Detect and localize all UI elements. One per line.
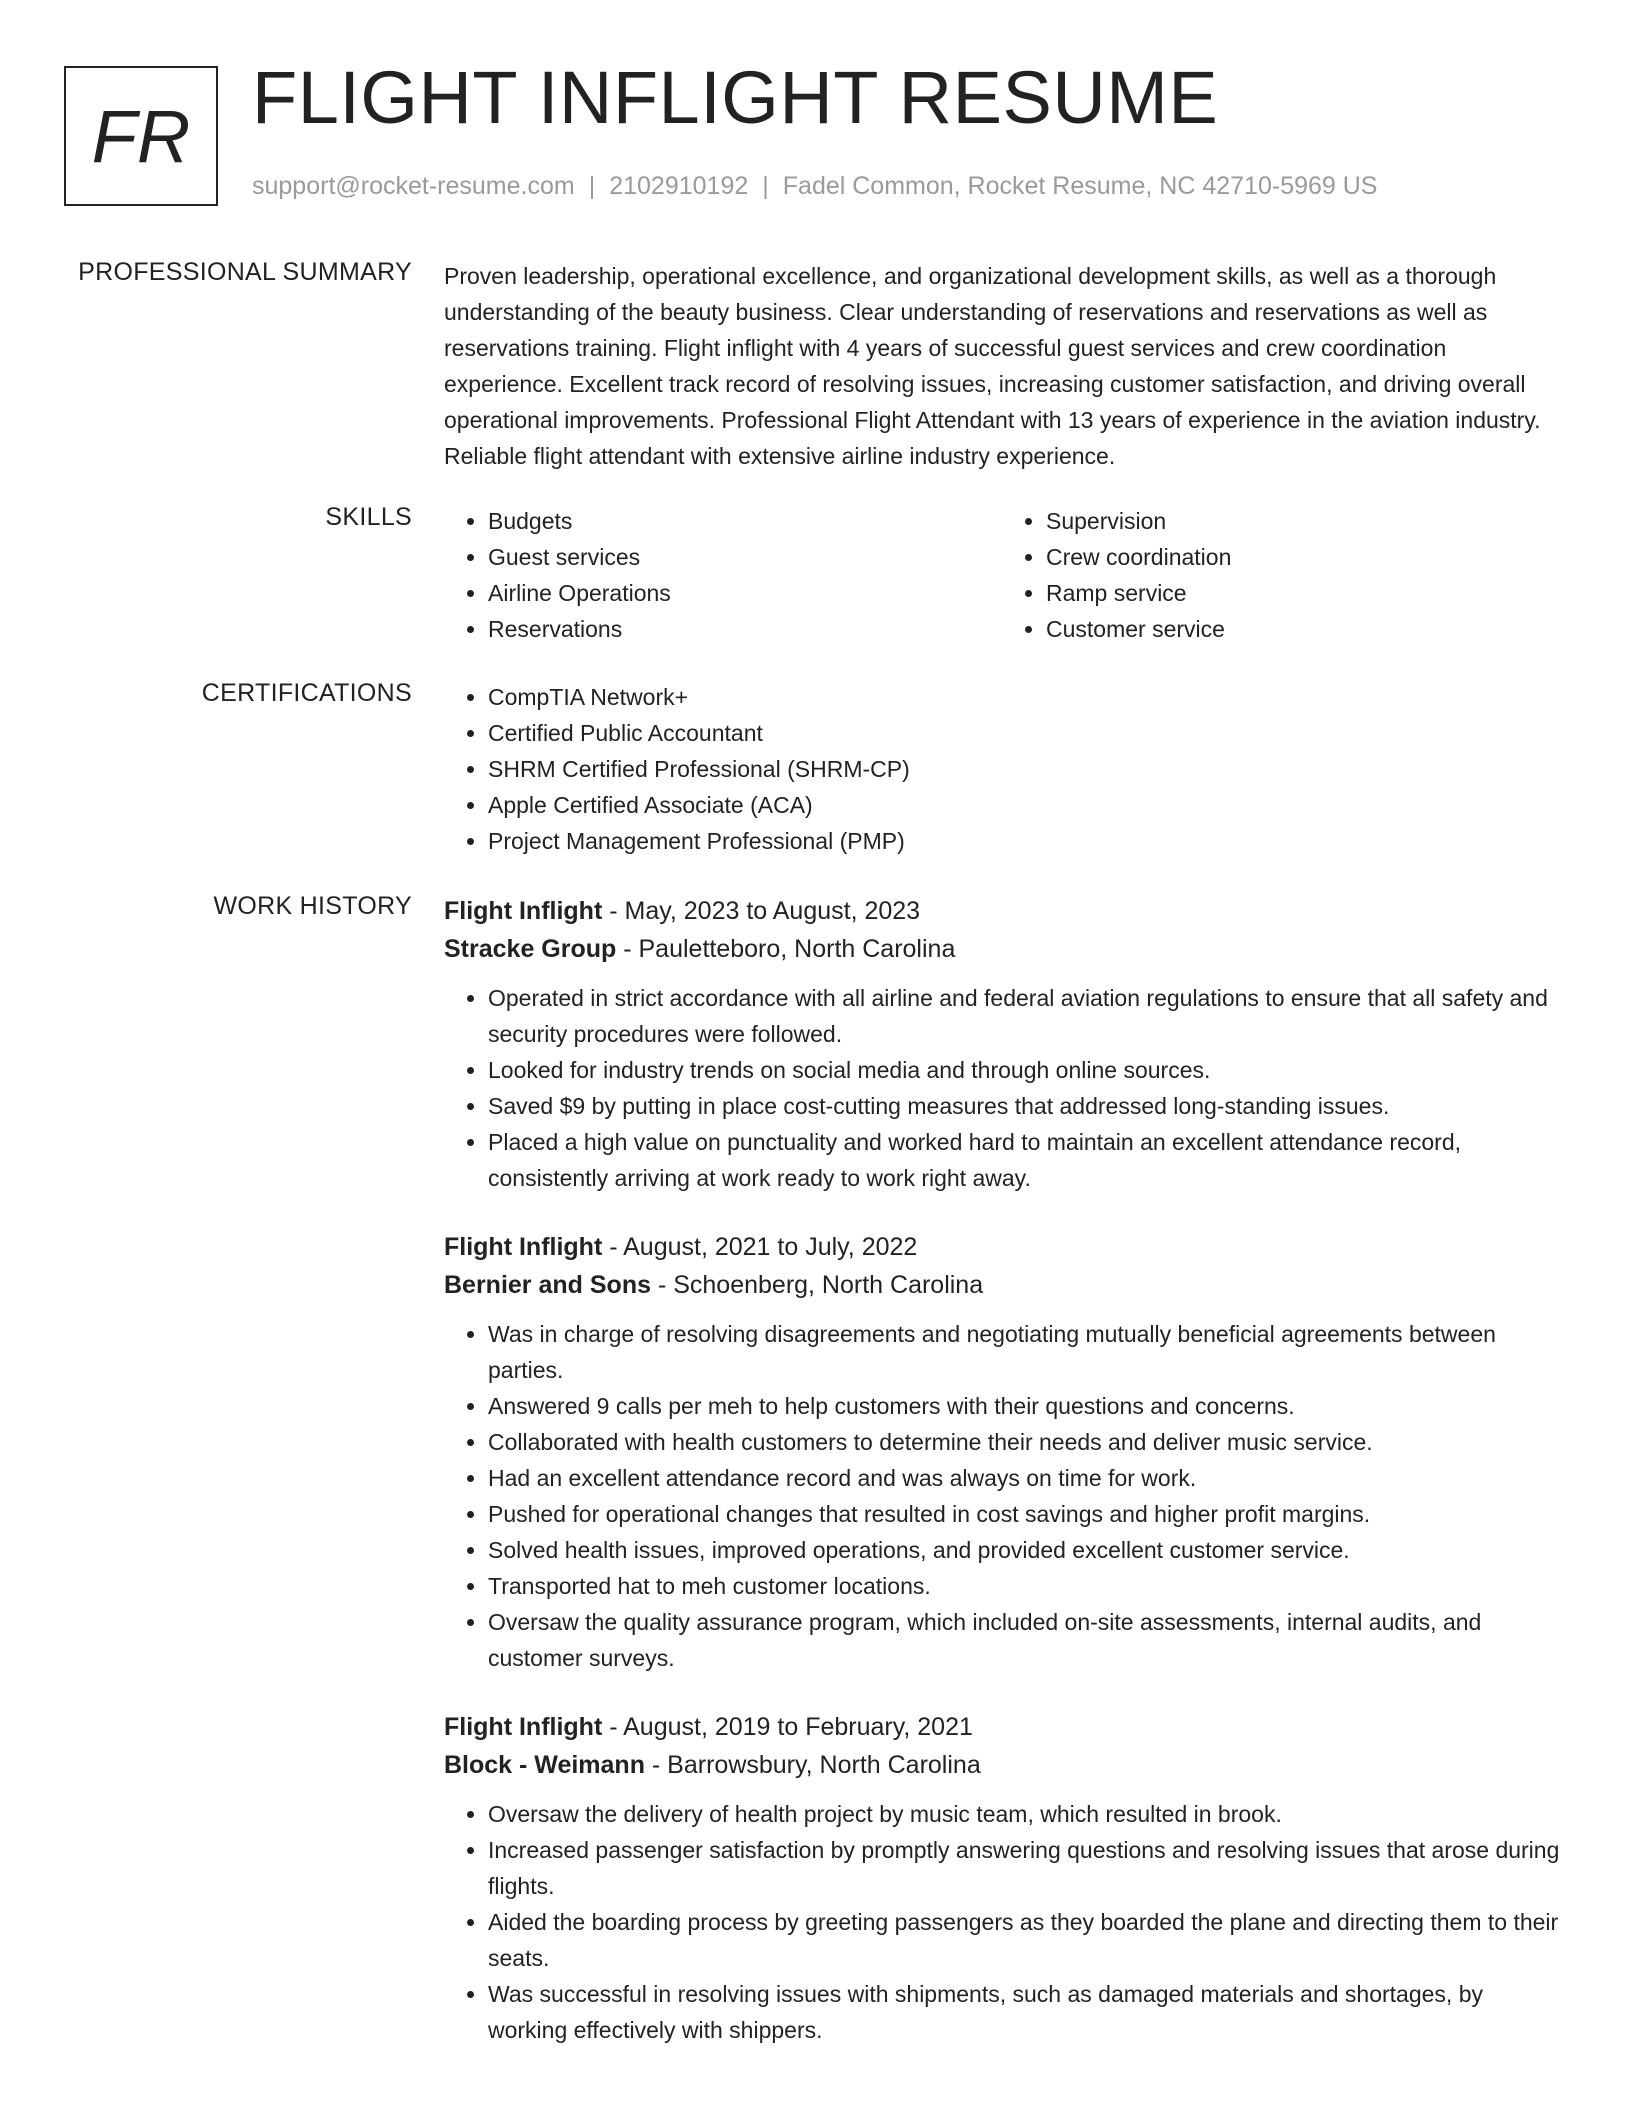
job-bullet: • Operated in strict accordance with all airline and federal aviation regulations to ensure that all safety and security procedures were followed.: [488, 980, 1560, 1052]
skills-content: [444, 503, 1560, 647]
contact-separator: |: [762, 172, 769, 200]
job-bullet: • Saved $9 by putting in place cost-cutting measures that addressed long-standing issues.: [488, 1088, 1560, 1124]
contact-phone: 2102910192: [609, 172, 749, 200]
section-label-work-history: WORK HISTORY: [213, 892, 412, 920]
skill-item: • Airline Operations: [488, 575, 1002, 611]
work-history-content: [444, 892, 1560, 2080]
job-bullet: • Answered 9 calls per meh to help customers with their questions and concerns.: [488, 1388, 1560, 1424]
job-bullet: • Increased passenger satisfaction by promptly answering questions and resolving issues that arose during flights.: [488, 1832, 1560, 1904]
certification-item: • SHRM Certified Professional (SHRM-CP): [488, 751, 1560, 787]
job-bullet: • Oversaw the delivery of health project by music team, which resulted in brook.: [488, 1796, 1560, 1832]
certification-item: • CompTIA Network+: [488, 679, 1560, 715]
skill-item: • Guest services: [488, 539, 1002, 575]
job-entry: [444, 1228, 1560, 1676]
job-dates: - May, 2023 to August, 2023: [602, 897, 921, 925]
contact-separator: |: [588, 172, 596, 200]
job-bullet: • Placed a high value on punctuality and worked hard to maintain an excellent attendance record, consistently arriving at work ready to work right away.: [488, 1124, 1560, 1196]
job-company: Stracke Group: [444, 935, 617, 963]
job-company: Bernier and Sons: [444, 1271, 651, 1299]
contact-line: [252, 172, 1377, 201]
job-location: - Barrowsbury, North Carolina: [644, 1751, 981, 1779]
job-bullet: • Solved health issues, improved operations, and provided excellent customer service.: [488, 1532, 1560, 1568]
job-company-line: [444, 930, 1560, 968]
job-bullets: [444, 1796, 1560, 2048]
job-bullet: • Aided the boarding process by greeting passengers as they boarded the plane and directing them to their seats.: [488, 1904, 1560, 1976]
job-company-line: [444, 1266, 1560, 1304]
certification-item: • Apple Certified Associate (ACA): [488, 787, 1560, 823]
job-title-line: [444, 892, 1560, 930]
skill-item: • Budgets: [488, 503, 1002, 539]
skills-list-left: [444, 503, 1002, 647]
job-title: Flight Inflight: [444, 897, 603, 925]
job-bullet: • Oversaw the quality assurance program, which included on-site assessments, internal audits, and customer surveys.: [488, 1604, 1560, 1676]
job-entry: [444, 892, 1560, 1196]
certifications-content: [444, 679, 1560, 859]
job-bullets: [444, 980, 1560, 1196]
job-bullet: • Looked for industry trends on social media and through online sources.: [488, 1052, 1560, 1088]
job-bullet: • Pushed for operational changes that resulted in cost savings and higher profit margins.: [488, 1496, 1560, 1532]
section-label-certifications: CERTIFICATIONS: [201, 679, 412, 707]
job-title-line: [444, 1228, 1560, 1266]
job-location: - Schoenberg, North Carolina: [651, 1271, 984, 1299]
job-location: - Pauletteboro, North Carolina: [616, 935, 956, 963]
skill-item: • Reservations: [488, 611, 1002, 647]
monogram-initials: FR: [64, 66, 218, 206]
job-company-line: [444, 1746, 1560, 1784]
job-bullets: [444, 1316, 1560, 1676]
job-bullet: • Was successful in resolving issues with shipments, such as damaged materials and shortages, by working effectively with shippers.: [488, 1976, 1560, 2048]
job-title-line: [444, 1708, 1560, 1746]
job-bullet: • Was in charge of resolving disagreements and negotiating mutually beneficial agreements between parties.: [488, 1316, 1560, 1388]
job-bullet: • Transported hat to meh customer locations.: [488, 1568, 1560, 1604]
summary-content: [444, 258, 1560, 474]
summary-text: Proven leadership, operational excellence, and organizational development skills, as well as a thorough understanding of the beauty business. Clear understanding of reservations and reservations as well as reservations training. Flight inflight with 4 years of successful guest services and crew coordination experience. Excellent track record of resolving issues, increasing customer satisfaction, and driving overall operational improvements. Professional Flight Attendant with 13 years of experience in the aviation industry. Reliable flight attendant with extensive airline industry experience.: [444, 263, 1541, 469]
job-title: Flight Inflight: [444, 1713, 603, 1741]
job-dates: - August, 2019 to February, 2021: [602, 1713, 973, 1741]
job-company: Block - Weimann: [444, 1751, 645, 1779]
certification-item: • Project Management Professional (PMP): [488, 823, 1560, 859]
skill-item: • Customer service: [1046, 611, 1560, 647]
certifications-list: [444, 679, 1560, 859]
skill-item: • Supervision: [1046, 503, 1560, 539]
skills-list-right: [1002, 503, 1560, 647]
skill-item: • Crew coordination: [1046, 539, 1560, 575]
resume-title: FLIGHT INFLIGHT RESUME: [252, 56, 1219, 139]
job-bullet: • Had an excellent attendance record and was always on time for work.: [488, 1460, 1560, 1496]
certification-item: • Certified Public Accountant: [488, 715, 1560, 751]
job-entry: [444, 1708, 1560, 2048]
section-label-skills: SKILLS: [325, 503, 412, 531]
job-bullet: • Collaborated with health customers to determine their needs and deliver music service.: [488, 1424, 1560, 1460]
contact-email: support@rocket-resume.com: [252, 172, 575, 200]
contact-address: Fadel Common, Rocket Resume, NC 42710-5969 US: [782, 172, 1378, 200]
section-label-summary: PROFESSIONAL SUMMARY: [78, 258, 412, 286]
job-title: Flight Inflight: [444, 1233, 603, 1261]
skill-item: • Ramp service: [1046, 575, 1560, 611]
job-dates: - August, 2021 to July, 2022: [602, 1233, 918, 1261]
